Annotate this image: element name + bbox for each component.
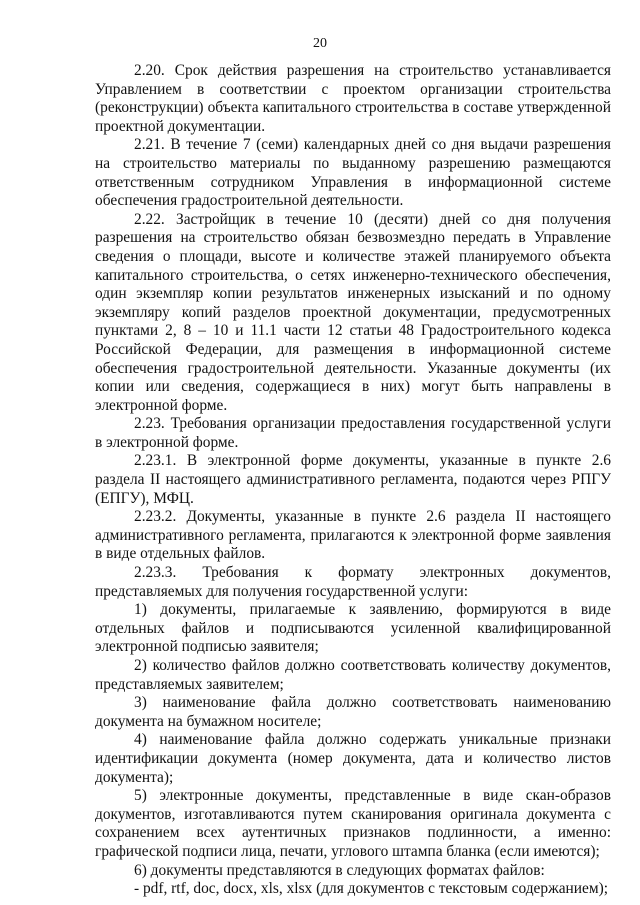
- paragraph-2-21: 2.21. В течение 7 (семи) календарных дней со дня выдачи разрешения на строительство материалы по выданному разрешению размещаются ответственным сотрудником Управления в информационной системе обеспечения градостроительной деятельности.: [95, 136, 611, 210]
- paragraph-2-23-3: 2.23.3. Требования к формату электронных документов, представляемых для получения государственной услуги:: [95, 564, 611, 600]
- format-line-text: - pdf, rtf, doc, docx, xls, xlsx (для документов с текстовым содержанием);: [134, 880, 608, 898]
- list-item-3: 3) наименование файла должно соответствовать наименованию документа на бумажном носителе;: [95, 694, 611, 730]
- list-item-2: 2) количество файлов должно соответствовать количеству документов, представляемых заявителем;: [95, 657, 611, 693]
- paragraph-2-23-2: 2.23.2. Документы, указанные в пункте 2.6 раздела II настоящего административного регламента, прилагаются к электронной форме заявления в виде отдельных файлов.: [95, 508, 611, 563]
- list-item-1: 1) документы, прилагаемые к заявлению, формируются в виде отдельных файлов и подписываются усиленной квалифицированной электронной подписью заявителя;: [95, 601, 611, 656]
- page-number: 20: [313, 36, 327, 51]
- paragraph-2-23: 2.23. Требования организации предоставления государственной услуги в электронной форме.: [95, 415, 611, 451]
- paragraph-2-23-1: 2.23.1. В электронной форме документы, указанные в пункте 2.6 раздела II настоящего административного регламента, подаются через РПГУ (ЕПГУ), МФЦ.: [95, 452, 611, 507]
- document-body: [95, 62, 611, 899]
- paragraph-2-20: 2.20. Срок действия разрешения на строительство устанавливается Управлением в соответствии с проектом организации строительства (реконструкции) объекта капитального строительства в составе утвержденной проектной документации.: [95, 62, 611, 135]
- list-item-6: 6) документы представляются в следующих форматах файлов:: [134, 861, 545, 879]
- paragraph-2-22: 2.22. Застройщик в течение 10 (десяти) дней со дня получения разрешения на строительство обязан безвозмездно передать в Управление сведения о площади, высоте и количестве этажей планируемого объекта капитального строительства, о сетях инженерно-технического обеспечения, один экземпляр копии результатов инженерных изысканий и по одному экземпляру копий разделов проектной документации, предусмотренных пунктами 2, 8 – 10 и 11.1 части 12 статьи 48 Градостроительного кодекса Российской Федерации, для размещения в информационной системе обеспечения градостроительной деятельности. Указанные документы (их копии или сведения, содержащиеся в них) могут быть направлены в электронной форме.: [95, 210, 611, 414]
- list-item-4: 4) наименование файла должно содержать уникальные признаки идентификации документа (номер документа, дата и количество листов документа);: [95, 731, 611, 786]
- list-item-5: 5) электронные документы, представленные в виде скан-образов документов, изготавливаются путем сканирования оригинала документа с сохранением всех аутентичных признаков подлинности, а именно: графической подписи лица, печати, углового штампа бланка (если имеются);: [95, 787, 611, 860]
